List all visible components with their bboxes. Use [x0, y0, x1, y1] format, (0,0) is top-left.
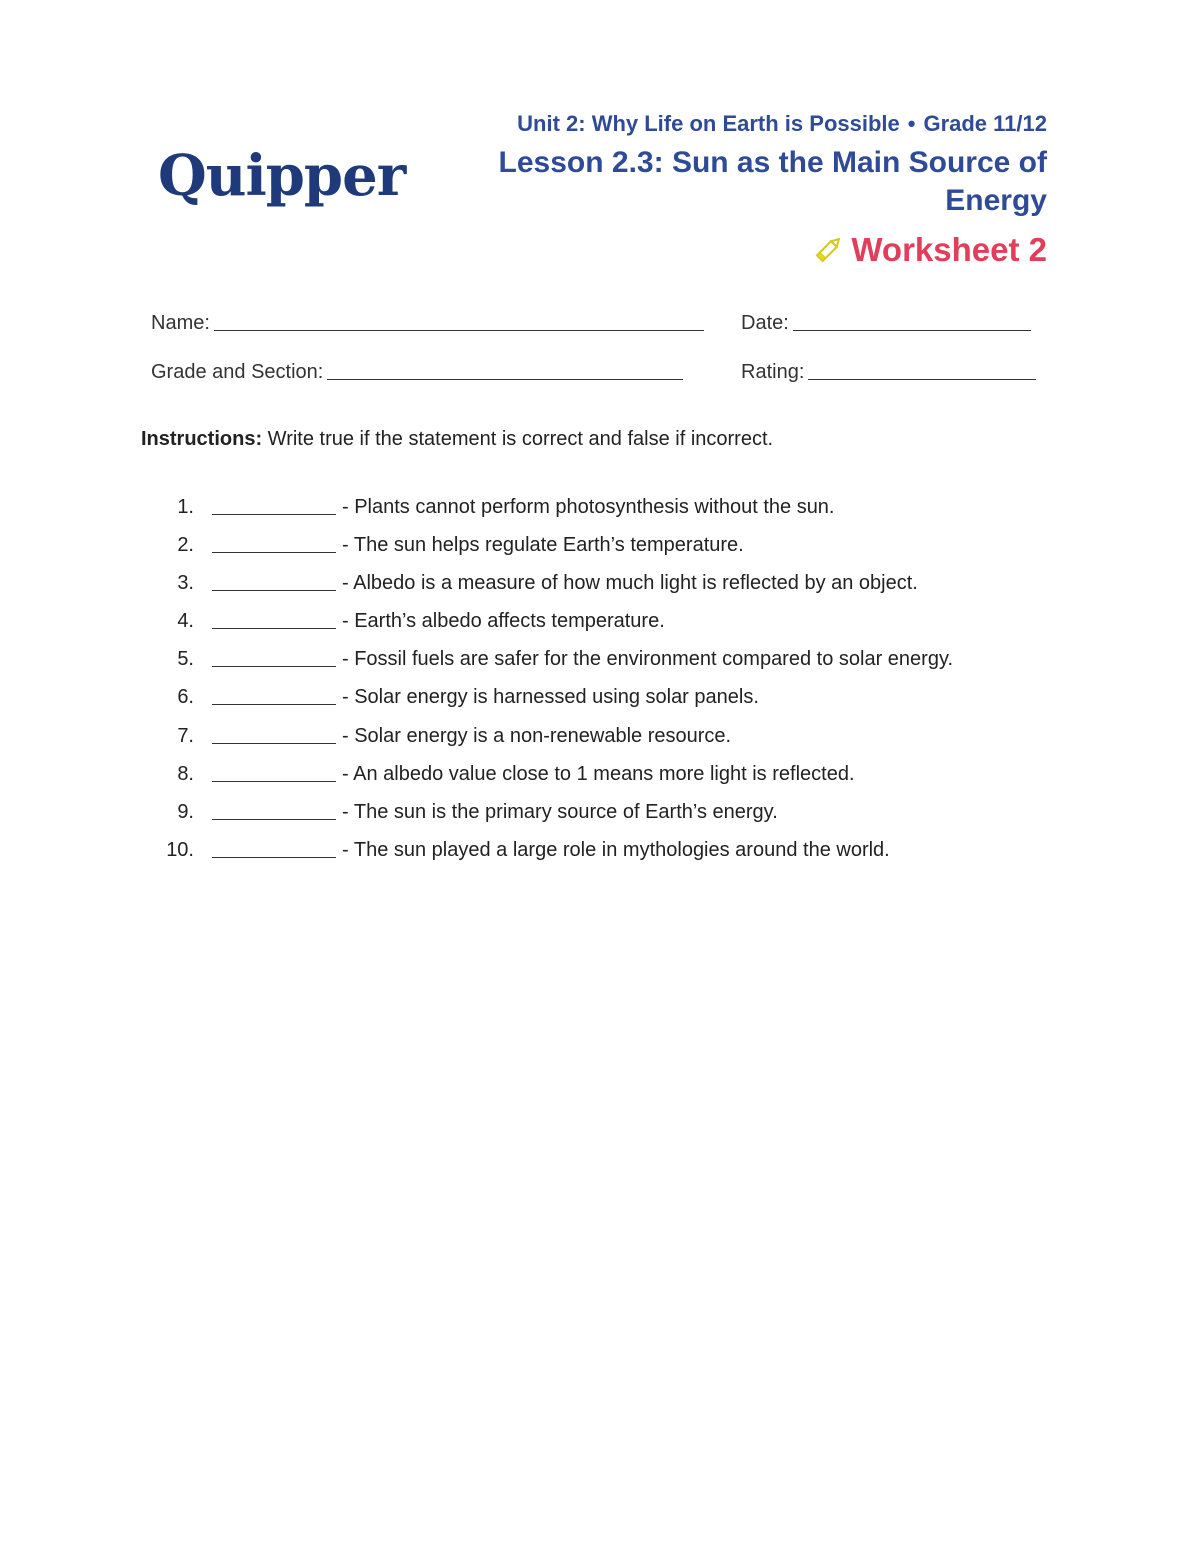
list-item	[150, 570, 1110, 608]
item-number: 9.	[177, 800, 194, 823]
instructions-label: Instructions:	[141, 428, 263, 450]
name-blank[interactable]	[214, 310, 704, 331]
item-number: 4.	[177, 610, 194, 633]
item-number: 8.	[177, 762, 194, 785]
item-number: 6.	[177, 686, 194, 709]
grade-label: Grade 11/12	[923, 111, 1047, 136]
list-item	[150, 799, 1110, 837]
list-item	[150, 684, 1110, 722]
quipper-logo: Quipper	[158, 143, 406, 209]
item-number: 7.	[177, 724, 194, 747]
date-field-row	[741, 310, 1031, 336]
lesson-title-line-2: Energy	[945, 184, 1047, 217]
list-item	[150, 646, 1110, 684]
date-label: Date:	[741, 312, 789, 334]
answer-blank[interactable]	[212, 686, 336, 705]
item-number: 3.	[177, 572, 194, 595]
question-list	[150, 494, 1110, 875]
answer-blank[interactable]	[212, 496, 336, 515]
unit-separator: •	[907, 111, 916, 136]
worksheet-label: Worksheet 2	[851, 231, 1047, 268]
answer-blank[interactable]	[212, 763, 336, 782]
pencil-icon	[813, 233, 845, 274]
unit-title: Unit 2: Why Life on Earth is Possible	[517, 111, 900, 136]
item-statement: - Earth’s albedo affects temperature.	[342, 610, 665, 633]
item-statement: - Albedo is a measure of how much light is reflected by an object.	[342, 572, 918, 595]
item-statement: - Fossil fuels are safer for the environment compared to solar energy.	[342, 648, 954, 671]
grade-section-blank[interactable]	[327, 359, 683, 380]
item-statement: - The sun helps regulate Earth’s temperature.	[342, 534, 744, 557]
name-label: Name:	[151, 312, 210, 334]
item-statement: - The sun is the primary source of Earth’s energy.	[342, 800, 778, 823]
answer-blank[interactable]	[212, 801, 336, 820]
lesson-title-line-1: Lesson 2.3: Sun as the Main Source of	[498, 146, 1047, 179]
rating-blank[interactable]	[808, 359, 1036, 380]
worksheet-title	[427, 230, 1047, 274]
date-blank[interactable]	[793, 310, 1031, 331]
grade-section-label: Grade and Section:	[151, 361, 324, 383]
answer-blank[interactable]	[212, 610, 336, 629]
instructions-text: Write true if the statement is correct and false if incorrect.	[262, 428, 774, 450]
list-item	[150, 837, 1110, 875]
item-statement: - The sun played a large role in mythologies around the world.	[342, 838, 890, 861]
list-item	[150, 723, 1110, 761]
answer-blank[interactable]	[212, 572, 336, 591]
lesson-title	[427, 144, 1047, 220]
item-number: 2.	[177, 534, 194, 557]
name-field-row	[151, 310, 704, 336]
grade-section-field-row	[151, 359, 683, 385]
unit-line	[427, 110, 1047, 138]
item-number: 5.	[177, 648, 194, 671]
item-number: 10.	[166, 838, 194, 861]
answer-blank[interactable]	[212, 725, 336, 744]
rating-field-row	[741, 359, 1036, 385]
answer-blank[interactable]	[212, 648, 336, 667]
list-item	[150, 608, 1110, 646]
instructions	[141, 426, 773, 452]
answer-blank[interactable]	[212, 534, 336, 553]
answer-blank[interactable]	[212, 839, 336, 858]
list-item	[150, 532, 1110, 570]
item-number: 1.	[177, 496, 194, 518]
item-statement: - Solar energy is a non-renewable resource.	[342, 724, 732, 747]
list-item	[150, 494, 1110, 532]
rating-label: Rating:	[741, 361, 805, 383]
item-statement: - An albedo value close to 1 means more light is reflected.	[342, 762, 855, 785]
item-statement: - Plants cannot perform photosynthesis without the sun.	[342, 496, 835, 518]
list-item	[150, 761, 1110, 799]
worksheet-header	[427, 110, 1047, 274]
item-statement: - Solar energy is harnessed using solar panels.	[342, 686, 759, 709]
